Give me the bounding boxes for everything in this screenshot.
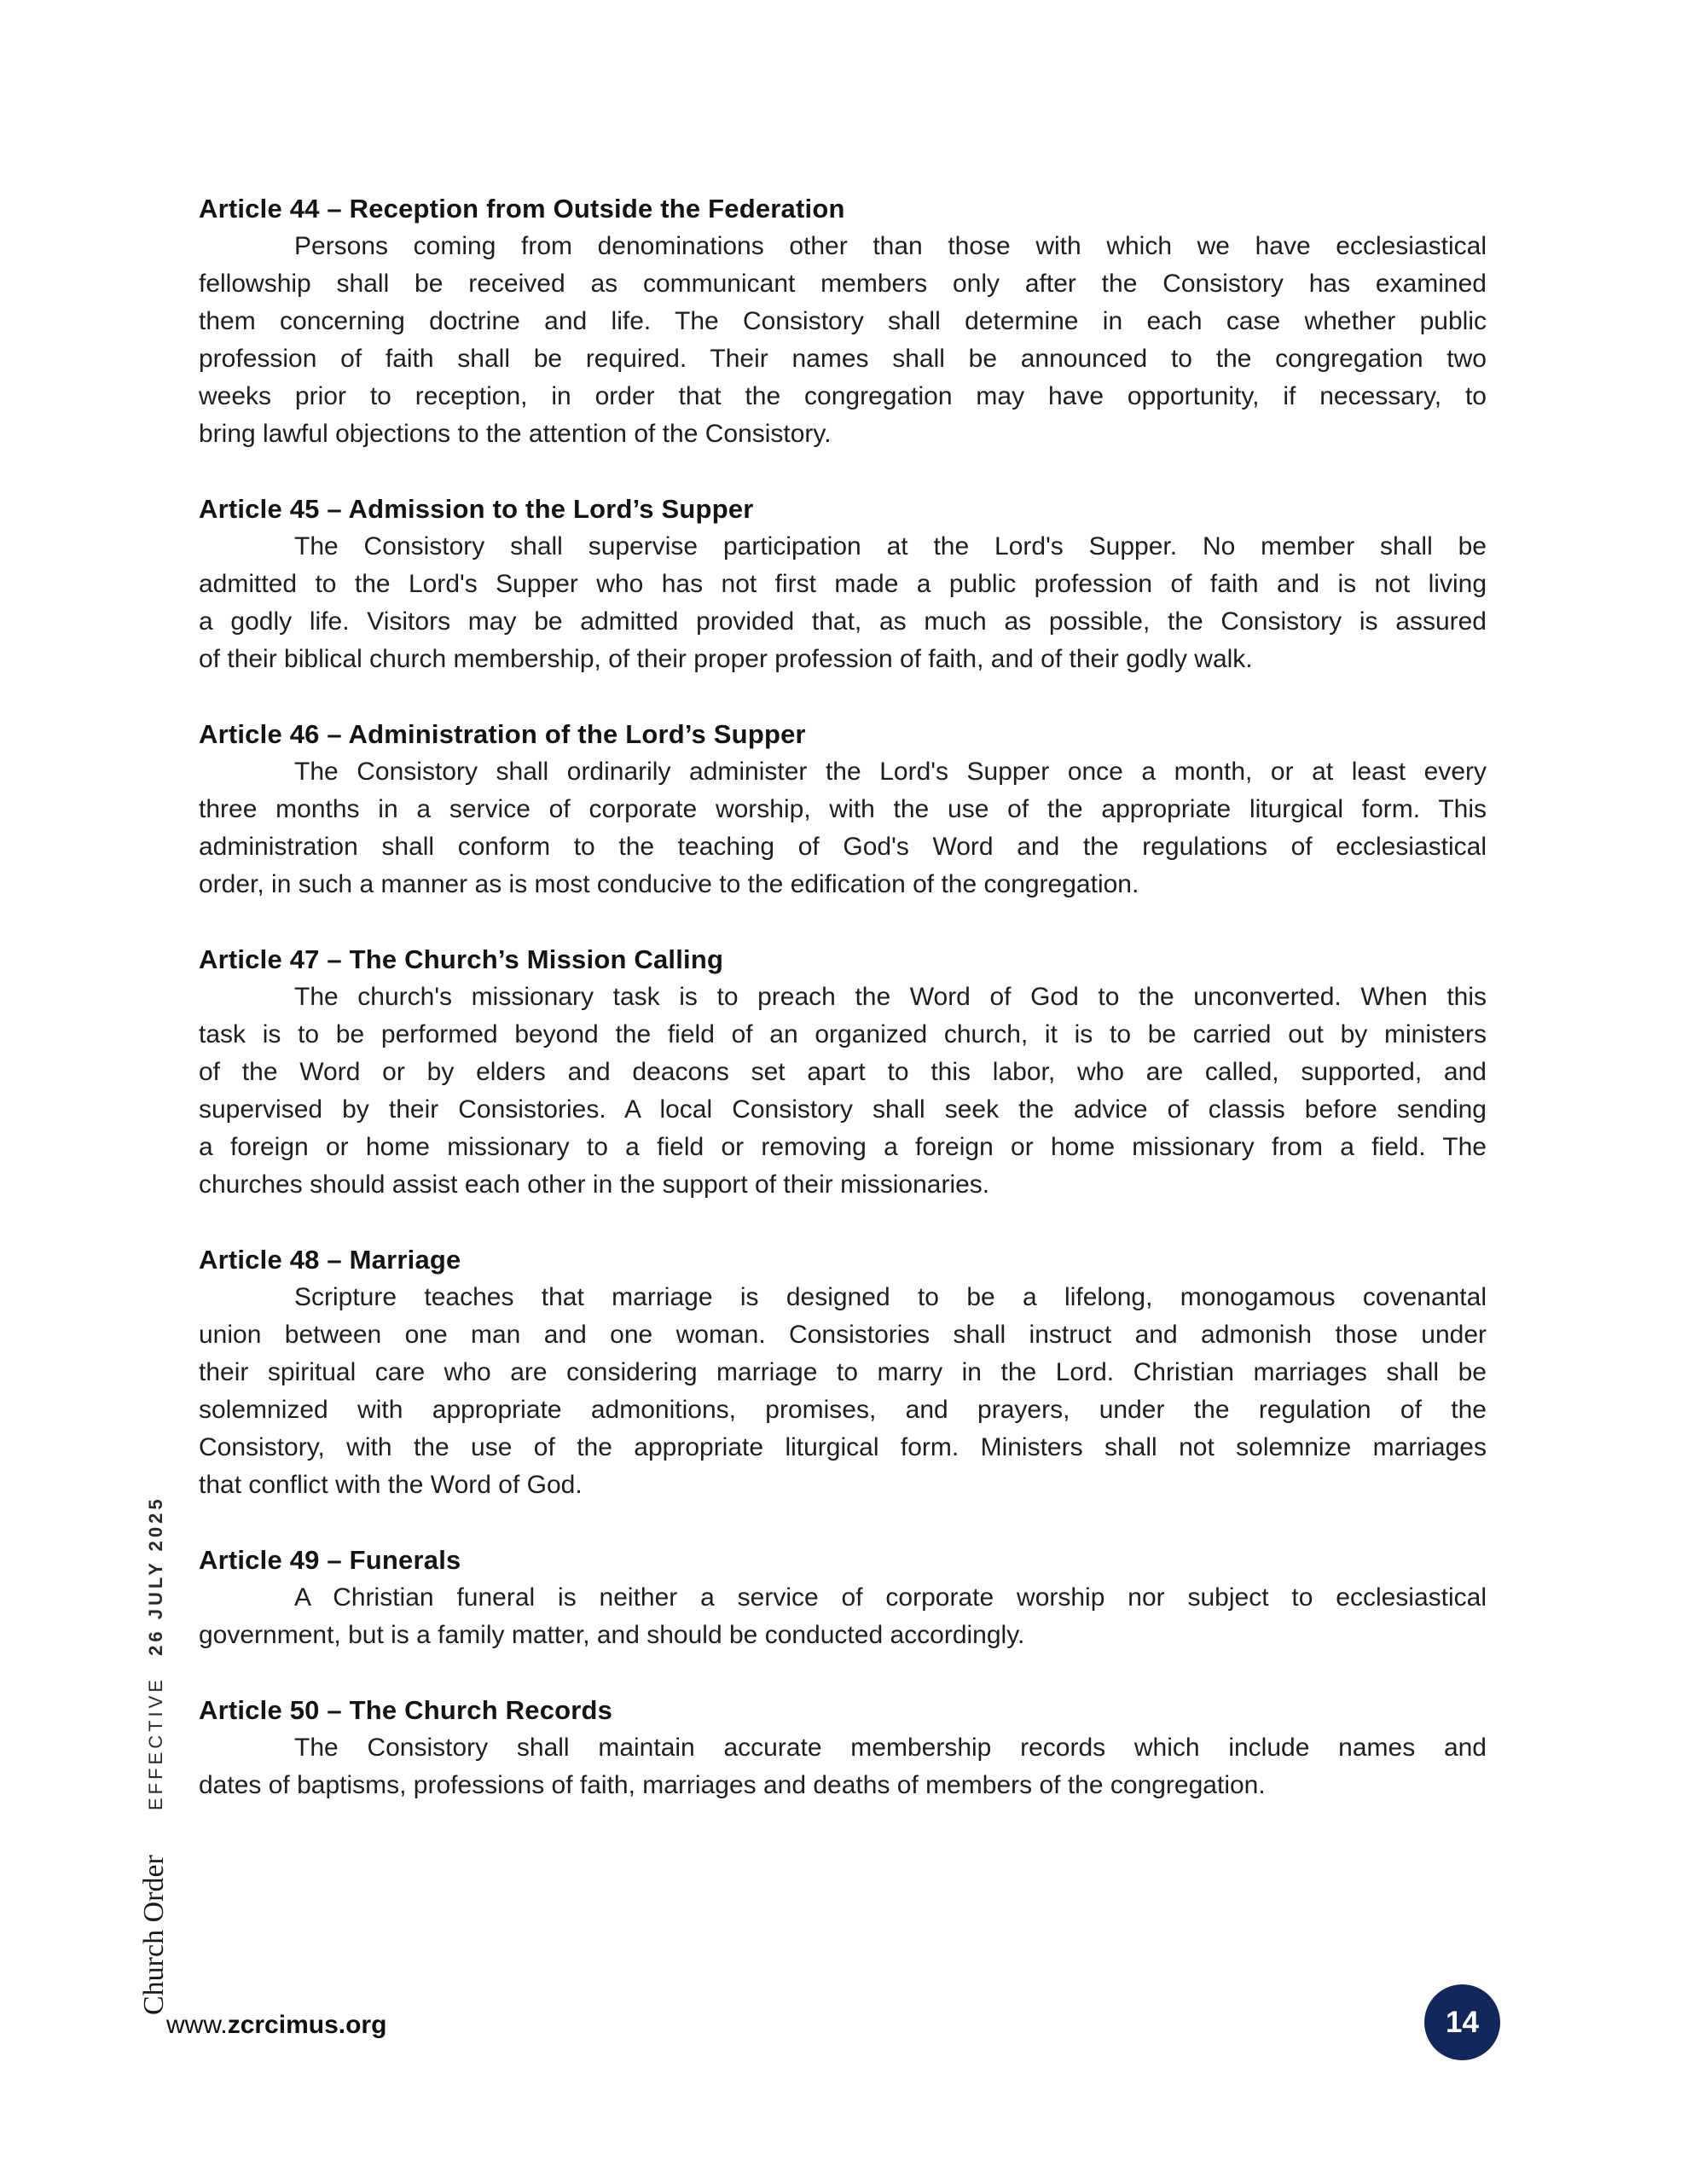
effective-label: EFFECTIVE (145, 1676, 166, 1810)
article-line: churches should assist each other in the support of their missionaries. (199, 1170, 990, 1199)
article (199, 716, 1487, 903)
sidebar-effective-banner (145, 1496, 167, 1810)
article-line: admitted to the Lord's Supper who has not first made a public profession of faith and is not living (199, 570, 1487, 598)
article-heading: Article 44 – Reception from Outside the Federation (199, 194, 845, 224)
article-line: supervised by their Consistories. A local Consistory shall seek the advice of classis before sending (199, 1095, 1487, 1124)
article-line: profession of faith shall be required. Their names shall be announced to the congregation two (199, 345, 1487, 373)
article-line: of their biblical church membership, of their proper profession of faith, and of their godly walk. (199, 645, 1253, 673)
article (199, 190, 1487, 453)
article-line: order, in such a manner as is most conducive to the edification of the congregation. (199, 870, 1139, 898)
article-heading: Article 50 – The Church Records (199, 1695, 613, 1725)
article-line: Scripture teaches that marriage is designed to be a lifelong, monogamous covenantal (294, 1283, 1487, 1311)
article (199, 1241, 1487, 1504)
article-line: a godly life. Visitors may be admitted provided that, as much as possible, the Consistory is assured (199, 607, 1487, 636)
article-line: Consistory, with the use of the appropriate liturgical form. Ministers shall not solemnize marriages (199, 1433, 1487, 1461)
article-heading: Article 49 – Funerals (199, 1545, 461, 1575)
article-line: a foreign or home missionary to a field or removing a foreign or home missionary from a field. The (199, 1133, 1487, 1161)
article-line: that conflict with the Word of God. (199, 1471, 583, 1499)
article-line: task is to be performed beyond the field of an organized church, it is to be carried out by ministers (199, 1020, 1487, 1048)
article (199, 1692, 1487, 1804)
article-line: The Consistory shall ordinarily administer the Lord's Supper once a month, or at least every (294, 758, 1487, 786)
article (199, 1542, 1487, 1654)
article-heading: Article 45 – Admission to the Lord’s Supper (199, 494, 754, 524)
article-line: them concerning doctrine and life. The Consistory shall determine in each case whether public (199, 307, 1487, 335)
page-number-badge (1424, 1984, 1500, 2060)
article-line: The Consistory shall supervise participation at the Lord's Supper. No member shall be (294, 532, 1487, 561)
article-line: administration shall conform to the teaching of God's Word and the regulations of ecclesiastical (199, 833, 1487, 861)
footer-url-prefix: www. (166, 2011, 228, 2039)
article-line: of the Word or by elders and deacons set apart to this labor, who are called, supported, and (199, 1058, 1487, 1086)
article-line: three months in a service of corporate worship, with the use of the appropriate liturgical form. This (199, 795, 1487, 823)
effective-date: 26 JULY 2025 (145, 1496, 166, 1656)
article-line: union between one man and one woman. Consistories shall instruct and admonish those under (199, 1321, 1487, 1349)
article-line: The church's missionary task is to preach the Word of God to the unconverted. When this (294, 983, 1487, 1011)
article (199, 941, 1487, 1204)
sidebar-document-title: Church Order (138, 1855, 170, 2015)
article-line: bring lawful objections to the attention of the Consistory. (199, 420, 832, 448)
page-number: 14 (1446, 2005, 1479, 2039)
article-line: fellowship shall be received as communicant members only after the Consistory has examined (199, 270, 1487, 298)
article-line: weeks prior to reception, in order that the congregation may have opportunity, if necessary, to (199, 382, 1487, 410)
footer-url-domain: zcrcimus.org (227, 2011, 387, 2039)
footer-website-link[interactable] (166, 2008, 386, 2042)
article-heading: Article 47 – The Church’s Mission Calling (199, 944, 724, 974)
article-line: A Christian funeral is neither a service of corporate worship nor subject to ecclesiastical (294, 1583, 1487, 1612)
article-line: The Consistory shall maintain accurate membership records which include names and (294, 1734, 1487, 1762)
article-line: Persons coming from denominations other than those with which we have ecclesiastical (294, 232, 1487, 260)
articles-column (199, 190, 1487, 1804)
article-line: solemnized with appropriate admonitions, promises, and prayers, under the regulation of the (199, 1396, 1487, 1424)
article-line: government, but is a family matter, and should be conducted accordingly. (199, 1621, 1025, 1649)
article-heading: Article 48 – Marriage (199, 1245, 461, 1275)
article-line: their spiritual care who are considering marriage to marry in the Lord. Christian marriages shall be (199, 1358, 1487, 1386)
article-line: dates of baptisms, professions of faith, marriages and deaths of members of the congregation. (199, 1771, 1266, 1799)
article-heading: Article 46 – Administration of the Lord’s Supper (199, 719, 806, 749)
article (199, 491, 1487, 678)
